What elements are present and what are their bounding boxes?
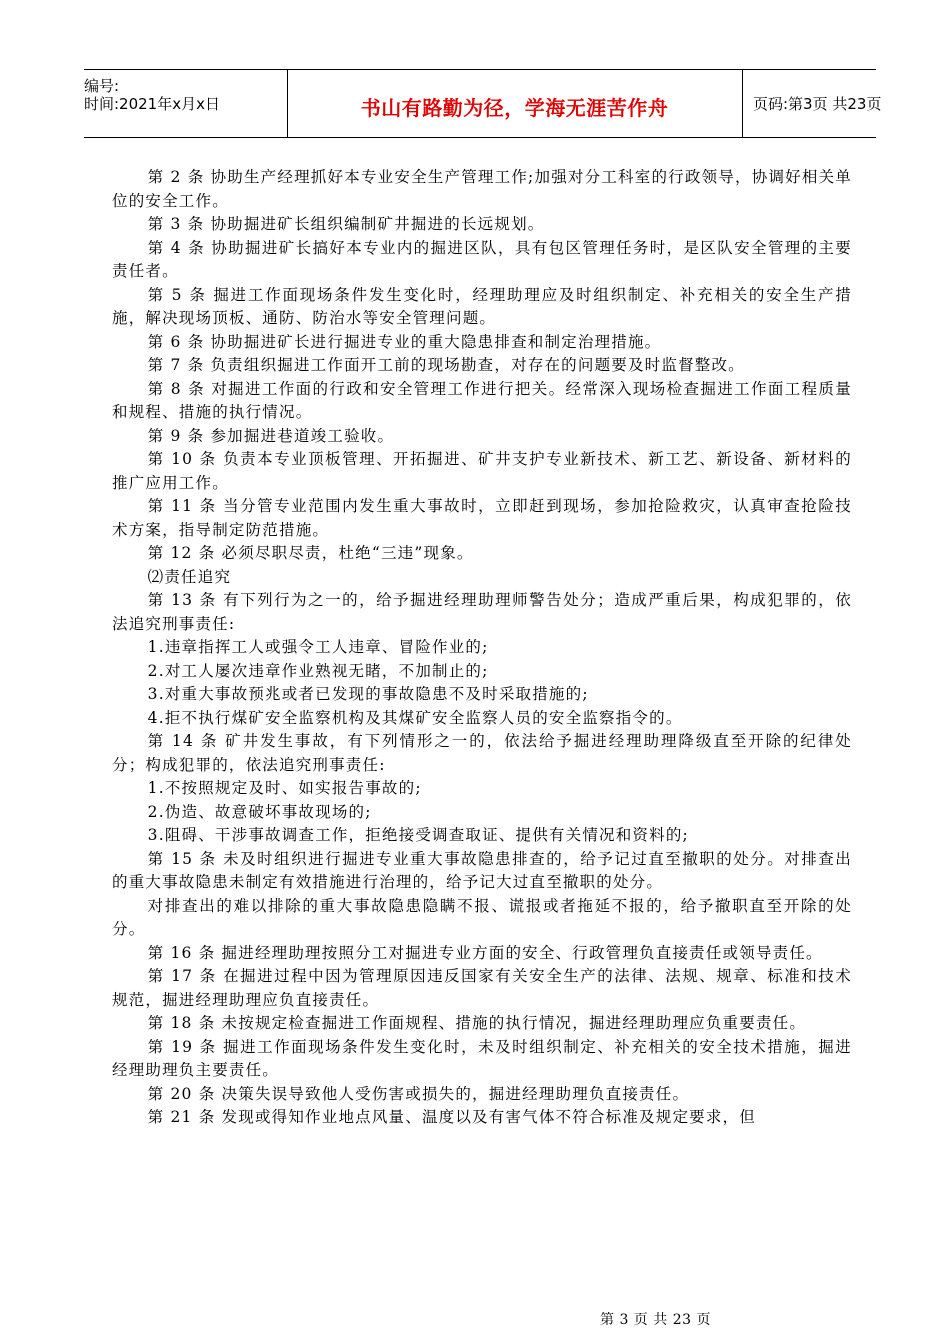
paragraph: 第 18 条 未按规定检查掘进工作面规程、措施的执行情况，掘进经理助理应负重要责任。 (147, 1014, 807, 1032)
list-item: 3.阻碍、干涉事故调查工作，拒绝接受调查取证、提供有关情况和资料的; (147, 826, 689, 844)
list-item: 1.不按照规定及时、如实报告事故的; (147, 779, 422, 797)
page-footer: 第 3 页 共 23 页 (600, 1312, 711, 1328)
document-body (112, 166, 852, 1130)
paragraph: 第 3 条 协助掘进矿长组织编制矿井掘进的长远规划。 (147, 215, 545, 233)
paragraph: 第 8 条 对掘进工作面的行政和安全管理工作进行把关。经常深入现场检查掘进工作面工程质量和规程、措施的执行情况。 (112, 379, 852, 421)
paragraph: 第 4 条 协助掘进矿长搞好本专业内的掘进区队，具有包区管理任务时，是区队安全管理的主要责任者。 (112, 238, 852, 280)
paragraph: 第 13 条 有下列行为之一的，给予掘进经理助理师警告处分；造成严重后果，构成犯罪的，依法追究刑事责任: (112, 591, 852, 633)
document-header (84, 69, 882, 138)
paragraph: 第 14 条 矿井发生事故，有下列情形之一的，依法给予掘进经理助理降级直至开除的纪律处分；构成犯罪的，依法追究刑事责任: (112, 732, 852, 774)
header-motto: 书山有路勤为径，学海无涯苦作舟 (360, 96, 669, 120)
header-meta-cell (84, 70, 288, 137)
list-item: 2.伪造、故意破坏事故现场的; (147, 802, 372, 821)
paragraph: 第 16 条 掘进经理助理按照分工对掘进专业方面的安全、行政管理负直接责任或领导责任。 (147, 943, 823, 962)
document-date-label: 时间:2021年x月x日 (84, 95, 220, 113)
paragraph: 第 7 条 负责组织掘进工作面开工前的现场勘查，对存在的问题要及时监督整改。 (147, 356, 745, 374)
paragraph: 第 20 条 决策失误导致他人受伤害或损失的，掘进经理助理负直接责任。 (147, 1084, 690, 1103)
list-item: 2.对工人屡次违章作业熟视无睹，不加制止的; (147, 661, 489, 680)
document-number-label: 编号: (84, 77, 120, 95)
paragraph: 第 10 条 负责本专业顶板管理、开拓掘进、矿井支护专业新技术、新工艺、新设备、新材料的推广应用工作。 (112, 450, 852, 492)
paragraph: 第 19 条 掘进工作面现场条件发生变化时，未及时组织制定、补充相关的安全技术措施，掘进经理助理负主要责任。 (112, 1037, 852, 1079)
paragraph: 第 17 条 在掘进过程中因为管理原因违反国家有关安全生产的法律、法规、规章、标准和技术规范，掘进经理助理应负直接责任。 (112, 967, 852, 1009)
paragraph: 第 2 条 协助生产经理抓好本专业安全生产管理工作;加强对分工科室的行政领导，协调好相关单位的安全工作。 (112, 168, 852, 210)
paragraph: 第 5 条 掘进工作面现场条件发生变化时，经理助理应及时组织制定、补充相关的安全生产措施，解决现场顶板、通防、防治水等安全管理问题。 (112, 285, 852, 327)
list-item: 4.拒不执行煤矿安全监察机构及其煤矿安全监察人员的安全监察指令的。 (147, 708, 683, 727)
paragraph: 第 9 条 参加掘进巷道竣工验收。 (147, 426, 395, 445)
header-page-cell (743, 70, 882, 137)
paragraph: 对排查出的难以排除的重大事故隐患隐瞒不报、谎报或者拖延不报的，给予撤职直至开除的处分。 (112, 896, 852, 938)
paragraph: 第 11 条 当分管专业范围内发生重大事故时，立即赶到现场，参加抢险救灾，认真审查抢险技术方案，指导制定防范措施。 (112, 497, 852, 539)
paragraph: 第 21 条 发现或得知作业地点风量、温度以及有害气体不符合标准及规定要求，但 (147, 1108, 756, 1126)
paragraph: 第 12 条 必须尽职尽责，杜绝“三违”现象。 (147, 544, 474, 562)
section-heading: ⑵责任追究 (147, 567, 232, 586)
paragraph: 第 15 条 未及时组织进行掘进专业重大事故隐患排查的，给予记过直至撤职的处分。对排查出的重大事故隐患未制定有效措施进行治理的，给予记大过直至撤职的处分。 (112, 849, 852, 891)
header-page-number: 页码:第3页 共23页 (753, 95, 882, 113)
paragraph: 第 6 条 协助掘进矿长进行掘进专业的重大隐患排查和制定治理措施。 (147, 332, 662, 351)
header-motto-cell (287, 70, 743, 137)
list-item: 1.违章指挥工人或强令工人违章、冒险作业的; (147, 638, 489, 656)
list-item: 3.对重大事故预兆或者已发现的事故隐患不及时采取措施的; (147, 685, 589, 703)
